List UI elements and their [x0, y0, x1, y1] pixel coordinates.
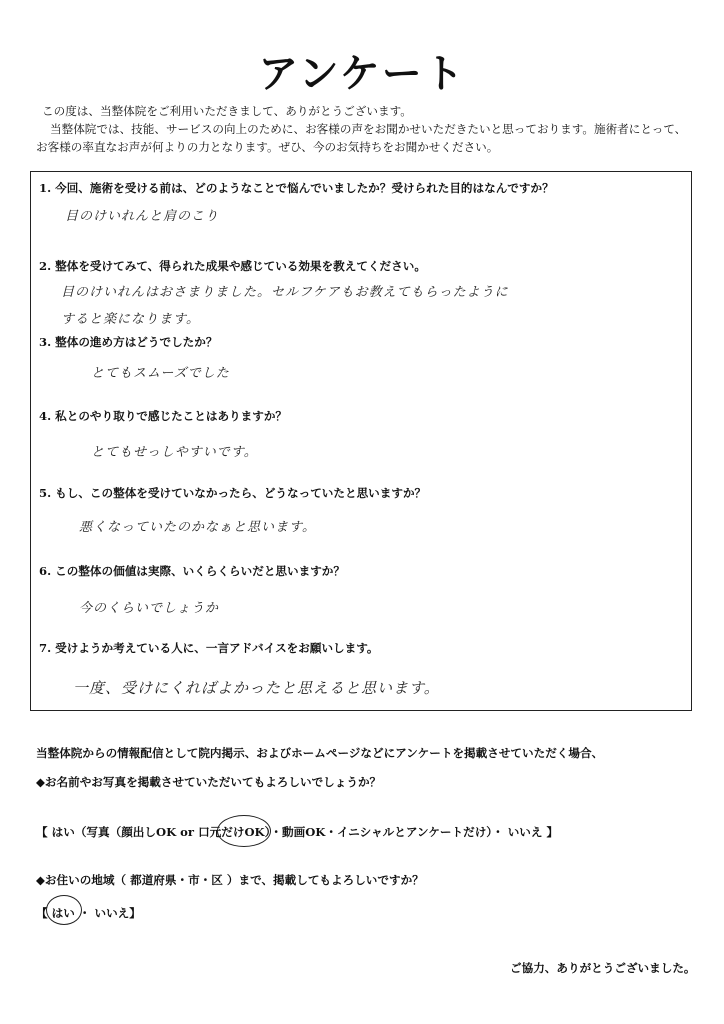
intro-line: 当整体院では、技能、サービスの向上のために、お客様の声をお聞かせいただきたいと思っております。施術者にとって、 [50, 122, 687, 136]
thanks-text: ご協力、ありがとうございました。 [510, 961, 696, 975]
question-7: 7. 受けようか考えている人に、一言アドバイスをお願いします。 [39, 641, 379, 655]
question-3: 3. 整体の進め方はどうでしたか？ [39, 335, 218, 349]
footer-options-area: 【 はい ・ いいえ】 [36, 906, 141, 920]
answer-6: 今のくらいでしょうか [79, 601, 220, 616]
selection-circle [217, 815, 271, 847]
question-4: 4. 私とのやり取りで感じたことはありますか？ [39, 409, 288, 423]
footer-intro: 当整体院からの情報配信として院内掲示、およびホームページなどにアンケートを掲載させていただく場合、 [36, 746, 604, 760]
question-2: 2. 整体を受けてみて、得られた成果や感じている効果を教えてください。 [39, 259, 426, 273]
footer-options-name: 【 はい（写真（顔出しOK or 口元だけOK）・動画OK・イニシャルとアンケートだけ）・ いいえ 】 [36, 825, 559, 839]
answer-2-line-1: 目のけいれんはおさまりました。セルフケアもお教えてもらったように [61, 285, 509, 300]
answer-2-line-2: すると楽になります。 [61, 312, 200, 327]
footer-question-name: ◆お名前やお写真を掲載させていただいてもよろしいでしょうか？ [36, 775, 382, 789]
footer-question-area: ◆お住いの地域（ 都道府県・市・区 ）まで、掲載してもよろしいですか？ [36, 873, 424, 887]
question-5: 5. もし、この整体を受けていなかったら、どうなっていたと思いますか？ [39, 486, 427, 500]
answer-3: とてもスムーズでした [91, 366, 230, 381]
question-1: 1. 今回、施術を受ける前は、どのようなことで悩んでいましたか？受けられた目的はなんですか？ [39, 181, 554, 195]
question-6: 6. この整体の価値は実際、いくらくらいだと思いますか？ [39, 564, 345, 578]
intro-line: この度は、当整体院をご利用いただきまして、ありがとうございます。 [42, 104, 412, 118]
answer-4: とてもせっしやすいです。 [91, 445, 258, 460]
selection-circle [46, 895, 82, 925]
page-title: アンケート [258, 51, 466, 97]
answer-1: 目のけいれんと肩のこり [65, 209, 220, 224]
intro-line: お客様の率直なお声が何よりの力となります。ぜひ、今のお気持ちをお聞かせください。 [36, 140, 499, 154]
survey-box [30, 171, 692, 711]
answer-7: 一度、受けにくればよかったと思えると思います。 [73, 679, 440, 697]
intro-text [36, 102, 706, 156]
answer-5: 悪くなっていたのかなぁと思います。 [79, 520, 316, 535]
